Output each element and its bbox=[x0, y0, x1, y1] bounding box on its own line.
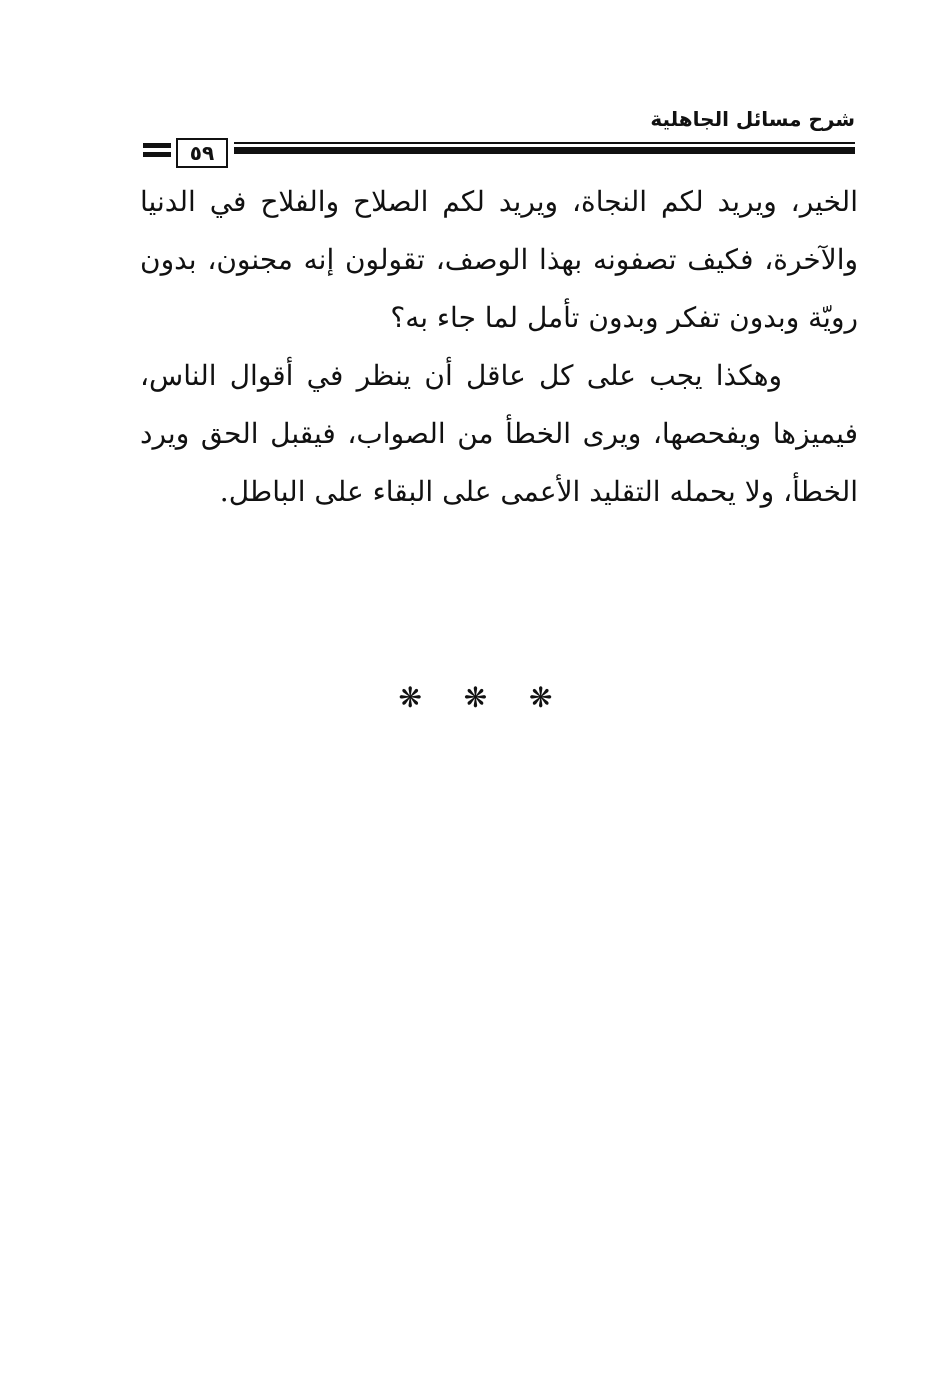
paragraph-2 bbox=[140, 347, 858, 521]
header-rule-left-bottom bbox=[143, 152, 171, 157]
separator-mark: ❋ bbox=[398, 681, 423, 714]
header-rule-thin bbox=[234, 142, 855, 144]
separator-mark: ❋ bbox=[528, 681, 553, 714]
running-title: شرح مسائل الجاهلية bbox=[650, 107, 855, 131]
header-rule-left-top bbox=[143, 143, 171, 148]
header-rule-thick bbox=[234, 147, 855, 154]
paragraph-1: الخير، ويريد لكم النجاة، ويريد لكم الصلاح والفلاح في الدنيا والآخرة، فكيف تصفونه بهذا الوصف، تقولون إنه مجنون، بدون رويّة وبدون تفكر وبدون تأمل لما جاء به؟ bbox=[140, 185, 858, 334]
page-number-box: ٥٩ bbox=[176, 138, 228, 168]
separator-mark: ❋ bbox=[463, 681, 488, 714]
paragraph-2-text: وهكذا يجب على كل عاقل أن ينظر في أقوال الناس، فيميزها ويفحصها، ويرى الخطأ من الصواب، فيقبل الحق ويرد الخطأ، ولا يحمله التقليد الأعمى على البقاء على الباطل. bbox=[140, 359, 858, 508]
section-separator bbox=[0, 680, 951, 716]
